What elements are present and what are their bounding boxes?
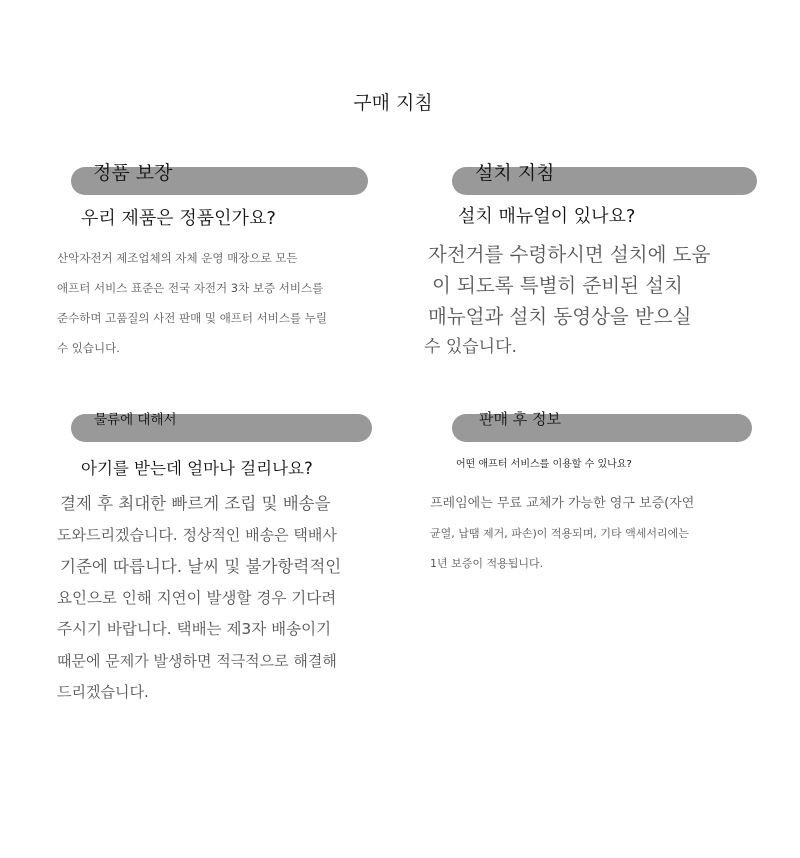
answer-line: 주시기 바랍니다. 택배는 제3자 배송이기 [57, 620, 332, 638]
answer-line: 드리겠습니다. [57, 683, 149, 701]
section-heading: 설치 지침 [475, 162, 555, 184]
answer-line: 도와드리겠습니다. 정상적인 배송은 택배사 [57, 525, 337, 544]
faq-question: 아기를 받는데 얼마나 걸리나요? [81, 459, 313, 478]
faq-answer [57, 488, 341, 709]
answer-line: 프레임에는 무료 교체가 가능한 영구 보증(자연 [430, 496, 695, 511]
faq-question: 우리 제품은 정품인가요? [81, 208, 276, 229]
answer-line: 기준에 따릅니다. 날씨 및 불가항력적인 [60, 557, 342, 576]
answer-line: 때문에 문제가 발생하면 적극적으로 해결해 [57, 651, 337, 670]
answer-line: 매뉴얼과 설치 동영상을 받으실 [428, 305, 692, 328]
section-heading: 판매 후 정보 [479, 410, 561, 428]
answer-line: 결제 후 최대한 빠르게 조립 및 배송을 [60, 494, 331, 513]
answer-line: 애프터 서비스 표준은 전국 자전거 3차 보증 서비스를 [57, 281, 324, 295]
page-title: 구매 지침 [353, 92, 433, 114]
faq-answer [430, 489, 694, 579]
answer-line: 준수하며 고품질의 사전 판매 및 애프터 서비스를 누릴 [57, 311, 327, 325]
answer-line: 요인으로 인해 지연이 발생할 경우 기다려 [57, 588, 337, 607]
faq-question: 어떤 애프터 서비스를 이용할 수 있나요? [456, 459, 632, 470]
answer-line: 수 있습니다. [424, 337, 517, 357]
faq-answer [57, 243, 327, 363]
answer-line: 수 있습니다. [57, 341, 120, 355]
faq-answer [424, 239, 711, 363]
section-heading: 정품 보장 [93, 162, 173, 184]
section-heading: 물류에 대해서 [94, 412, 177, 428]
answer-line: 이 되도록 특별히 준비된 설치 [432, 274, 683, 297]
answer-line: 1년 보증이 적용됩니다. [430, 557, 544, 570]
answer-line: 자전거를 수령하시면 설치에 도움 [428, 243, 711, 266]
answer-line: 산악자전거 제조업체의 자체 운영 매장으로 모든 [57, 251, 298, 265]
answer-line: 균열, 납땜 제거, 파손)이 적용되며, 기타 액세서리에는 [430, 527, 689, 540]
faq-question: 설치 매뉴얼이 있나요? [458, 206, 636, 227]
